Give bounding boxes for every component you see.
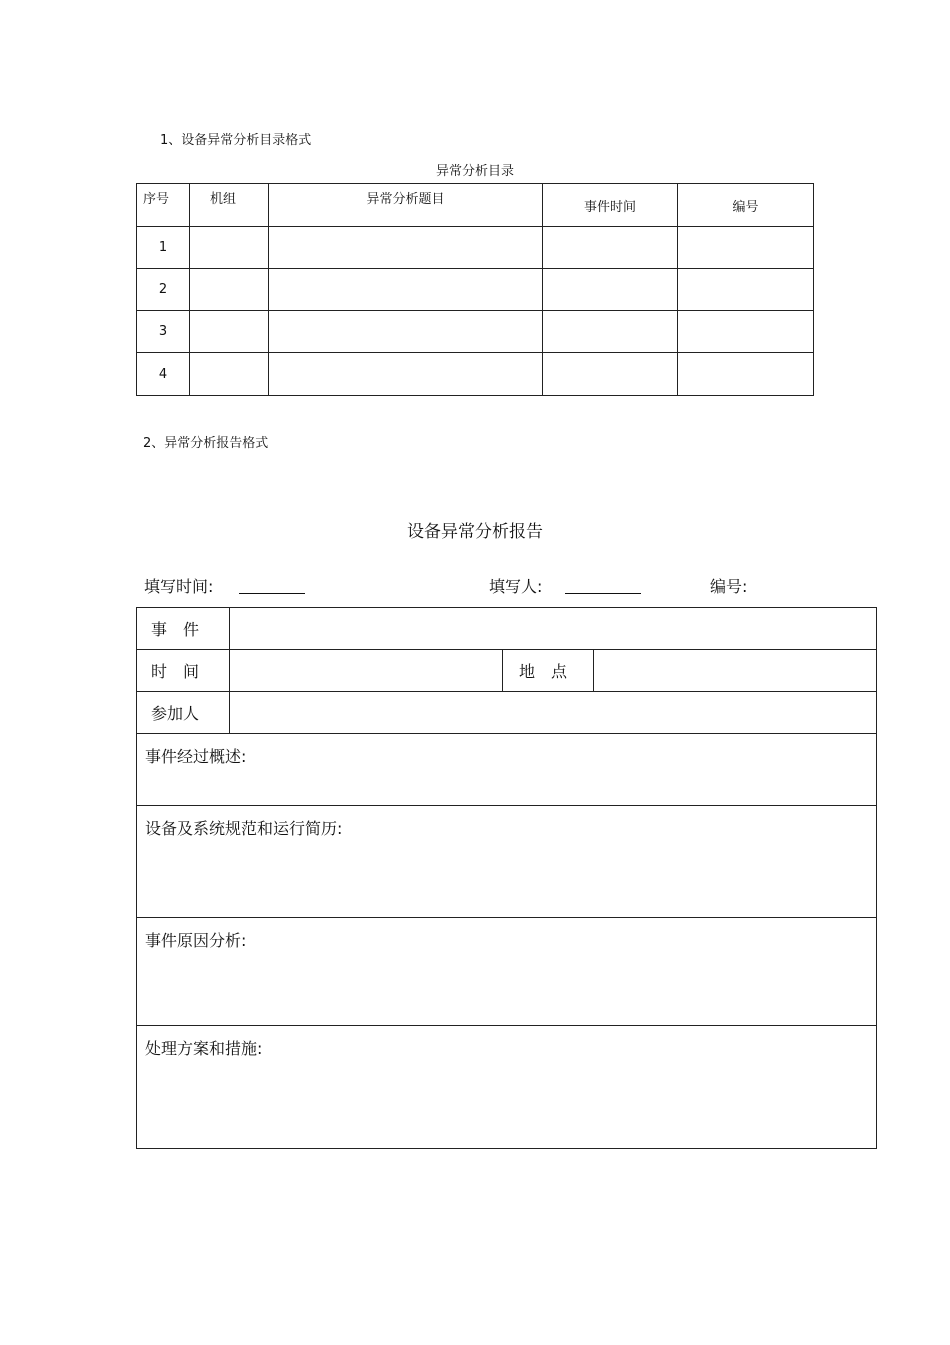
measures-block[interactable]: 处理方案和措施: [137,1026,877,1149]
catalog-table-title: 异常分析目录 [435,164,514,179]
event-row [137,608,877,650]
row-time-cell[interactable] [543,227,678,269]
column-header-topic: 异常分析题目 [269,184,543,227]
participants-row [137,692,877,734]
fill-time-field[interactable] [239,593,305,594]
cause-analysis-block[interactable]: 事件原因分析: [137,918,877,1026]
cause-row [137,918,877,1026]
number-label: 编号: [710,577,748,596]
column-header-unit: 机组 [190,184,269,227]
time-location-row [137,650,877,692]
column-header-event-time: 事件时间 [543,184,678,227]
catalog-table [136,183,814,396]
participants-field[interactable] [230,692,877,734]
filler-field[interactable] [565,593,641,594]
measures-row [137,1026,877,1149]
row-index: 3 [137,311,190,353]
filler-label: 填写人: [489,577,543,596]
report-title: 设备异常分析报告 [407,522,543,542]
row-unit-cell[interactable] [190,269,269,311]
location-field[interactable] [594,650,877,692]
row-topic-cell[interactable] [269,269,543,311]
overview-row [137,734,877,806]
row-time-cell[interactable] [543,353,678,396]
row-unit-cell[interactable] [190,353,269,396]
section-2-heading: 2、异常分析报告格式 [143,436,269,451]
row-time-cell[interactable] [543,311,678,353]
row-number-cell[interactable] [678,311,814,353]
row-number-cell[interactable] [678,353,814,396]
participants-label: 参加人 [137,692,230,734]
table-row [137,269,814,311]
equipment-row [137,806,877,918]
time-field[interactable] [230,650,503,692]
row-unit-cell[interactable] [190,227,269,269]
row-topic-cell[interactable] [269,227,543,269]
event-label: 事 件 [137,608,230,650]
location-label: 地 点 [503,650,594,692]
table-row [137,353,814,396]
row-number-cell[interactable] [678,269,814,311]
time-label: 时 间 [137,650,230,692]
row-index: 2 [137,269,190,311]
report-table [136,607,877,1149]
row-topic-cell[interactable] [269,353,543,396]
column-header-index: 序号 [137,184,190,227]
column-header-number: 编号 [678,184,814,227]
row-index: 1 [137,227,190,269]
event-field[interactable] [230,608,877,650]
section-1-heading: 1、设备异常分析目录格式 [160,133,312,148]
table-row [137,311,814,353]
catalog-header-row [137,184,814,227]
row-number-cell[interactable] [678,227,814,269]
event-overview-block[interactable]: 事件经过概述: [137,734,877,806]
fill-time-label: 填写时间: [144,577,214,596]
row-topic-cell[interactable] [269,311,543,353]
row-index: 4 [137,353,190,396]
equipment-history-block[interactable]: 设备及系统规范和运行简历: [137,806,877,918]
table-row [137,227,814,269]
row-unit-cell[interactable] [190,311,269,353]
row-time-cell[interactable] [543,269,678,311]
